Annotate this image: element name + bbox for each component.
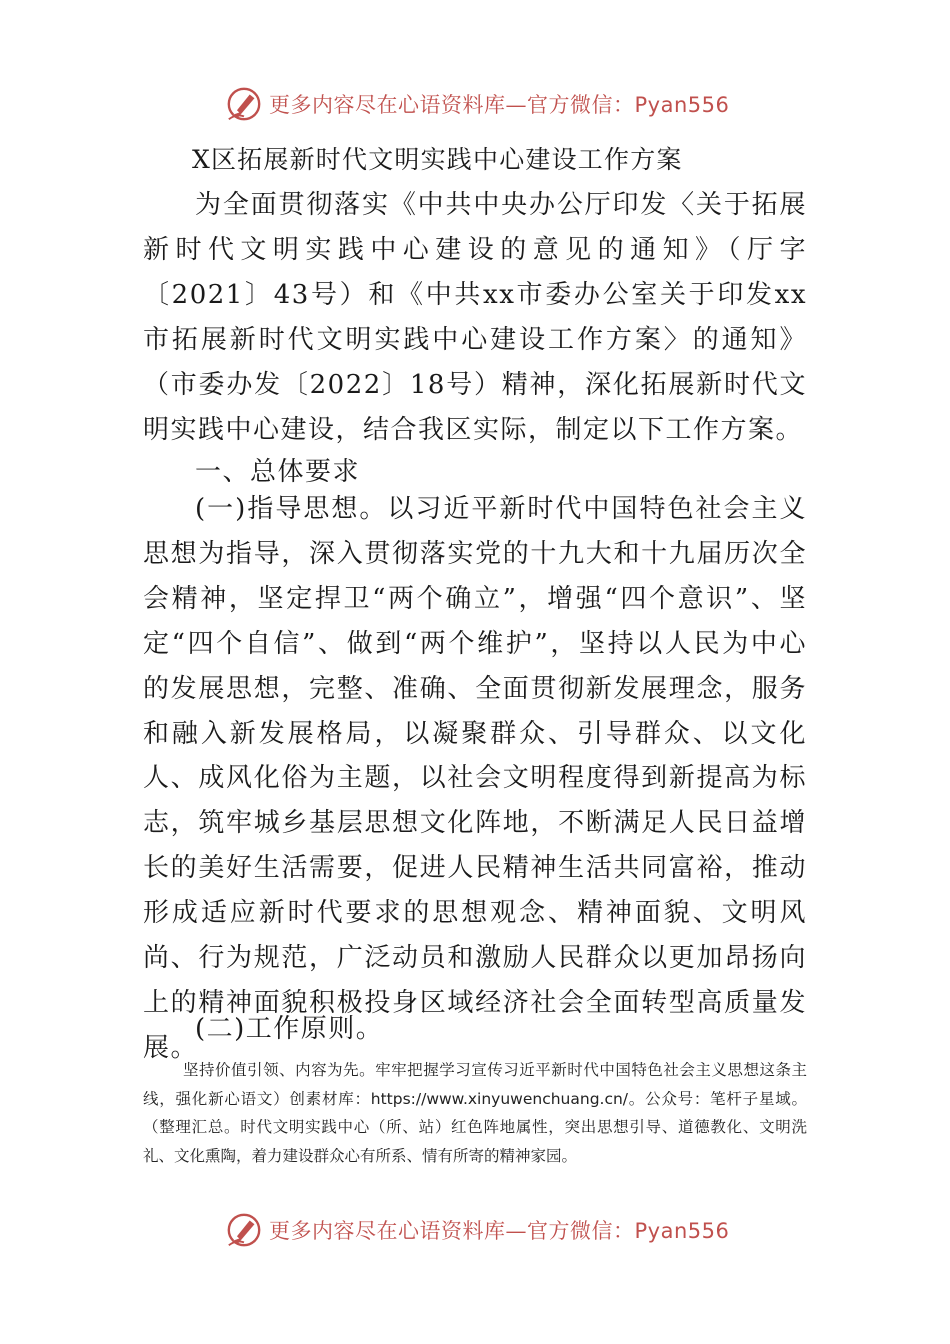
guiding-thought-paragraph: (一)指导思想。以习近平新时代中国特色社会主义思想为指导，深入贯彻落实党的十九大和十九届历次全会精神，坚定捍卫“两个确立”，增强“四个意识”、坚定“四个自信”、做到“两个维护”，坚持以人民为中心的发展思想，完整、准确、全面贯彻新发展理念，服务和融入新发展格局，以凝聚群众、引导群众、以文化人、成风化俗为主题，以社会文明程度得到新提高为标志，筑牢城乡基层思想文化阵地，不断满足人民日益增长的美好生活需要，促进人民精神生活共同富裕，推动形成适应新时代要求的思想观念、精神面貌、文明风尚、行为规范，广泛动员和激励人民群众以更加昂扬向上的精神面貌积极投身区域经济社会全面转型高质量发展。 — [143, 494, 807, 1063]
principles-note-paragraph: 坚持价值引领、内容为先。牢牢把握学习宣传习近平新时代中国特色社会主义思想这条主线，强化新心语文）创素材库：https://www.xinyuwenchuang.cn/。公众号：笔杆子星域。（整理汇总。时代文明实践中心（所、站）红色阵地属性，突出思想引导、道德教化、文明洗礼、文化熏陶，着力建设群众心有所系、情有所寄的精神家园。 — [143, 1061, 807, 1165]
banner-text: 更多内容尽在心语资料库—官方微信：Pyan556 — [269, 1219, 730, 1243]
intro-paragraph: 为全面贯彻落实《中共中央办公厅印发〈关于拓展新时代文明实践中心建设的意见的通知》（厅字〔2021〕43号）和《中共xx市委办公室关于印发xx市拓展新时代文明实践中心建设工作方案〉的通知》（市委办发〔2022〕18号）精神，深化拓展新时代文明实践中心建设，结合我区实际，制定以下工作方案。 — [143, 190, 807, 445]
wechat-id: Pyan556 — [634, 93, 730, 117]
header-banner — [225, 82, 745, 126]
section-heading-work-principles: (二)工作原则。 — [195, 1014, 384, 1044]
document-title: X区拓展新时代文明实践中心建设工作方案 — [192, 145, 683, 174]
pen-logo-icon — [225, 1211, 263, 1249]
wechat-id: Pyan556 — [634, 1219, 730, 1243]
section-heading-general-requirements: 一、总体要求 — [195, 457, 361, 487]
pen-logo-icon — [225, 85, 263, 123]
banner-text: 更多内容尽在心语资料库—官方微信：Pyan556 — [269, 93, 730, 117]
footer-banner — [225, 1208, 745, 1252]
